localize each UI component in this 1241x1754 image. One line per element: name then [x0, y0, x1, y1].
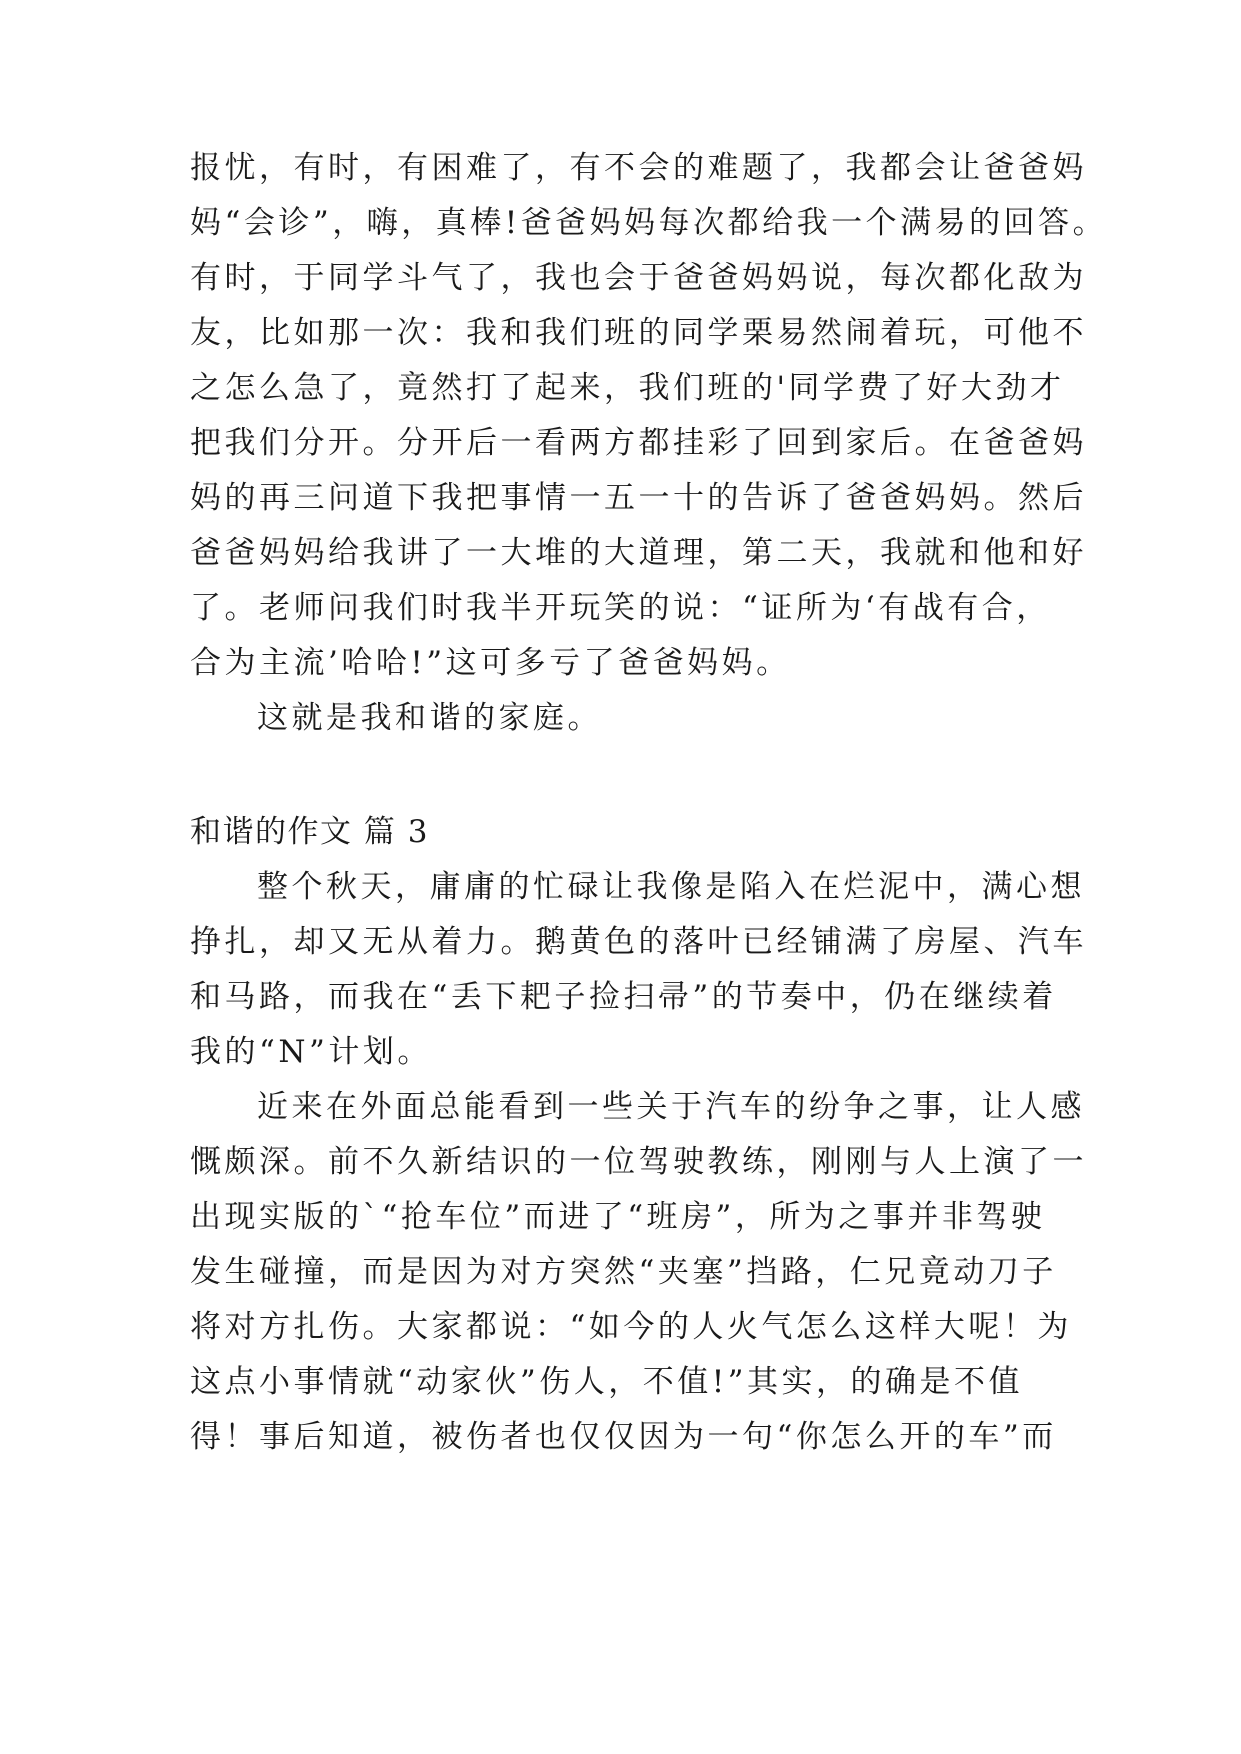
- paragraph-line: 把我们分开。分开后一看两方都挂彩了回到家后。在爸爸妈: [190, 425, 1087, 461]
- paragraph-line: 近来在外面总能看到一些关于汽车的纷争之事，让人感: [257, 1089, 1085, 1125]
- paragraph-line: 挣扎，却又无从着力。鹅黄色的落叶已经铺满了房屋、汽车: [190, 924, 1087, 960]
- paragraph-line: 我的“N”计划。: [190, 1034, 432, 1070]
- paragraph-line: 出现实版的`“抢车位”而进了“班房”，所为之事并非驾驶: [190, 1199, 1046, 1235]
- paragraph-line: 合为主流’哈哈!”这可多亏了爸爸妈妈。: [190, 645, 791, 681]
- paragraph-line: 慨颇深。前不久新结识的一位驾驶教练，刚刚与人上演了一: [190, 1144, 1087, 1180]
- paragraph-line: 友，比如那一次：我和我们班的同学栗易然闹着玩，可他不: [190, 315, 1087, 351]
- paragraph-line: 了。老师问我们时我半开玩笑的说：“证所为‘有战有合，: [190, 590, 1051, 626]
- paragraph-line: 妈的再三问道下我把事情一五一十的告诉了爸爸妈妈。然后: [190, 480, 1087, 516]
- paragraph-line: 妈“会诊”，嗨，真棒!爸爸妈妈每次都给我一个满易的回答。: [190, 205, 1108, 241]
- paragraph-line: 将对方扎伤。大家都说：“如今的人火气怎么这样大呢！为: [190, 1309, 1072, 1345]
- section-heading: 和谐的作文 篇 3: [190, 814, 429, 850]
- paragraph-line: 和马路，而我在“丢下耙子捡扫帚”的节奏中，仍在继续着: [190, 979, 1057, 1015]
- paragraph-line: 发生碰撞，而是因为对方突然“夹塞”挡路，仁兄竟动刀子: [190, 1254, 1057, 1290]
- paragraph-line: 整个秋天，庸庸的忙碌让我像是陷入在烂泥中，满心想: [257, 869, 1085, 905]
- paragraph-line: 之怎么急了，竟然打了起来，我们班的'同学费了好大劲才: [190, 370, 1065, 406]
- closing-sentence: 这就是我和谐的家庭。: [257, 700, 602, 736]
- paragraph-line: 有时，于同学斗气了，我也会于爸爸妈妈说，每次都化敌为: [190, 260, 1087, 296]
- paragraph-line: 这点小事情就“动家伙”伤人，不值!”其实，的确是不值: [190, 1364, 1023, 1400]
- paragraph-line: 得！事后知道，被伤者也仅仅因为一句“你怎么开的车”而: [190, 1419, 1057, 1455]
- paragraph-line: 爸爸妈妈给我讲了一大堆的大道理，第二天，我就和他和好: [190, 535, 1087, 571]
- paragraph-line: 报忧，有时，有困难了，有不会的难题了，我都会让爸爸妈: [190, 150, 1087, 186]
